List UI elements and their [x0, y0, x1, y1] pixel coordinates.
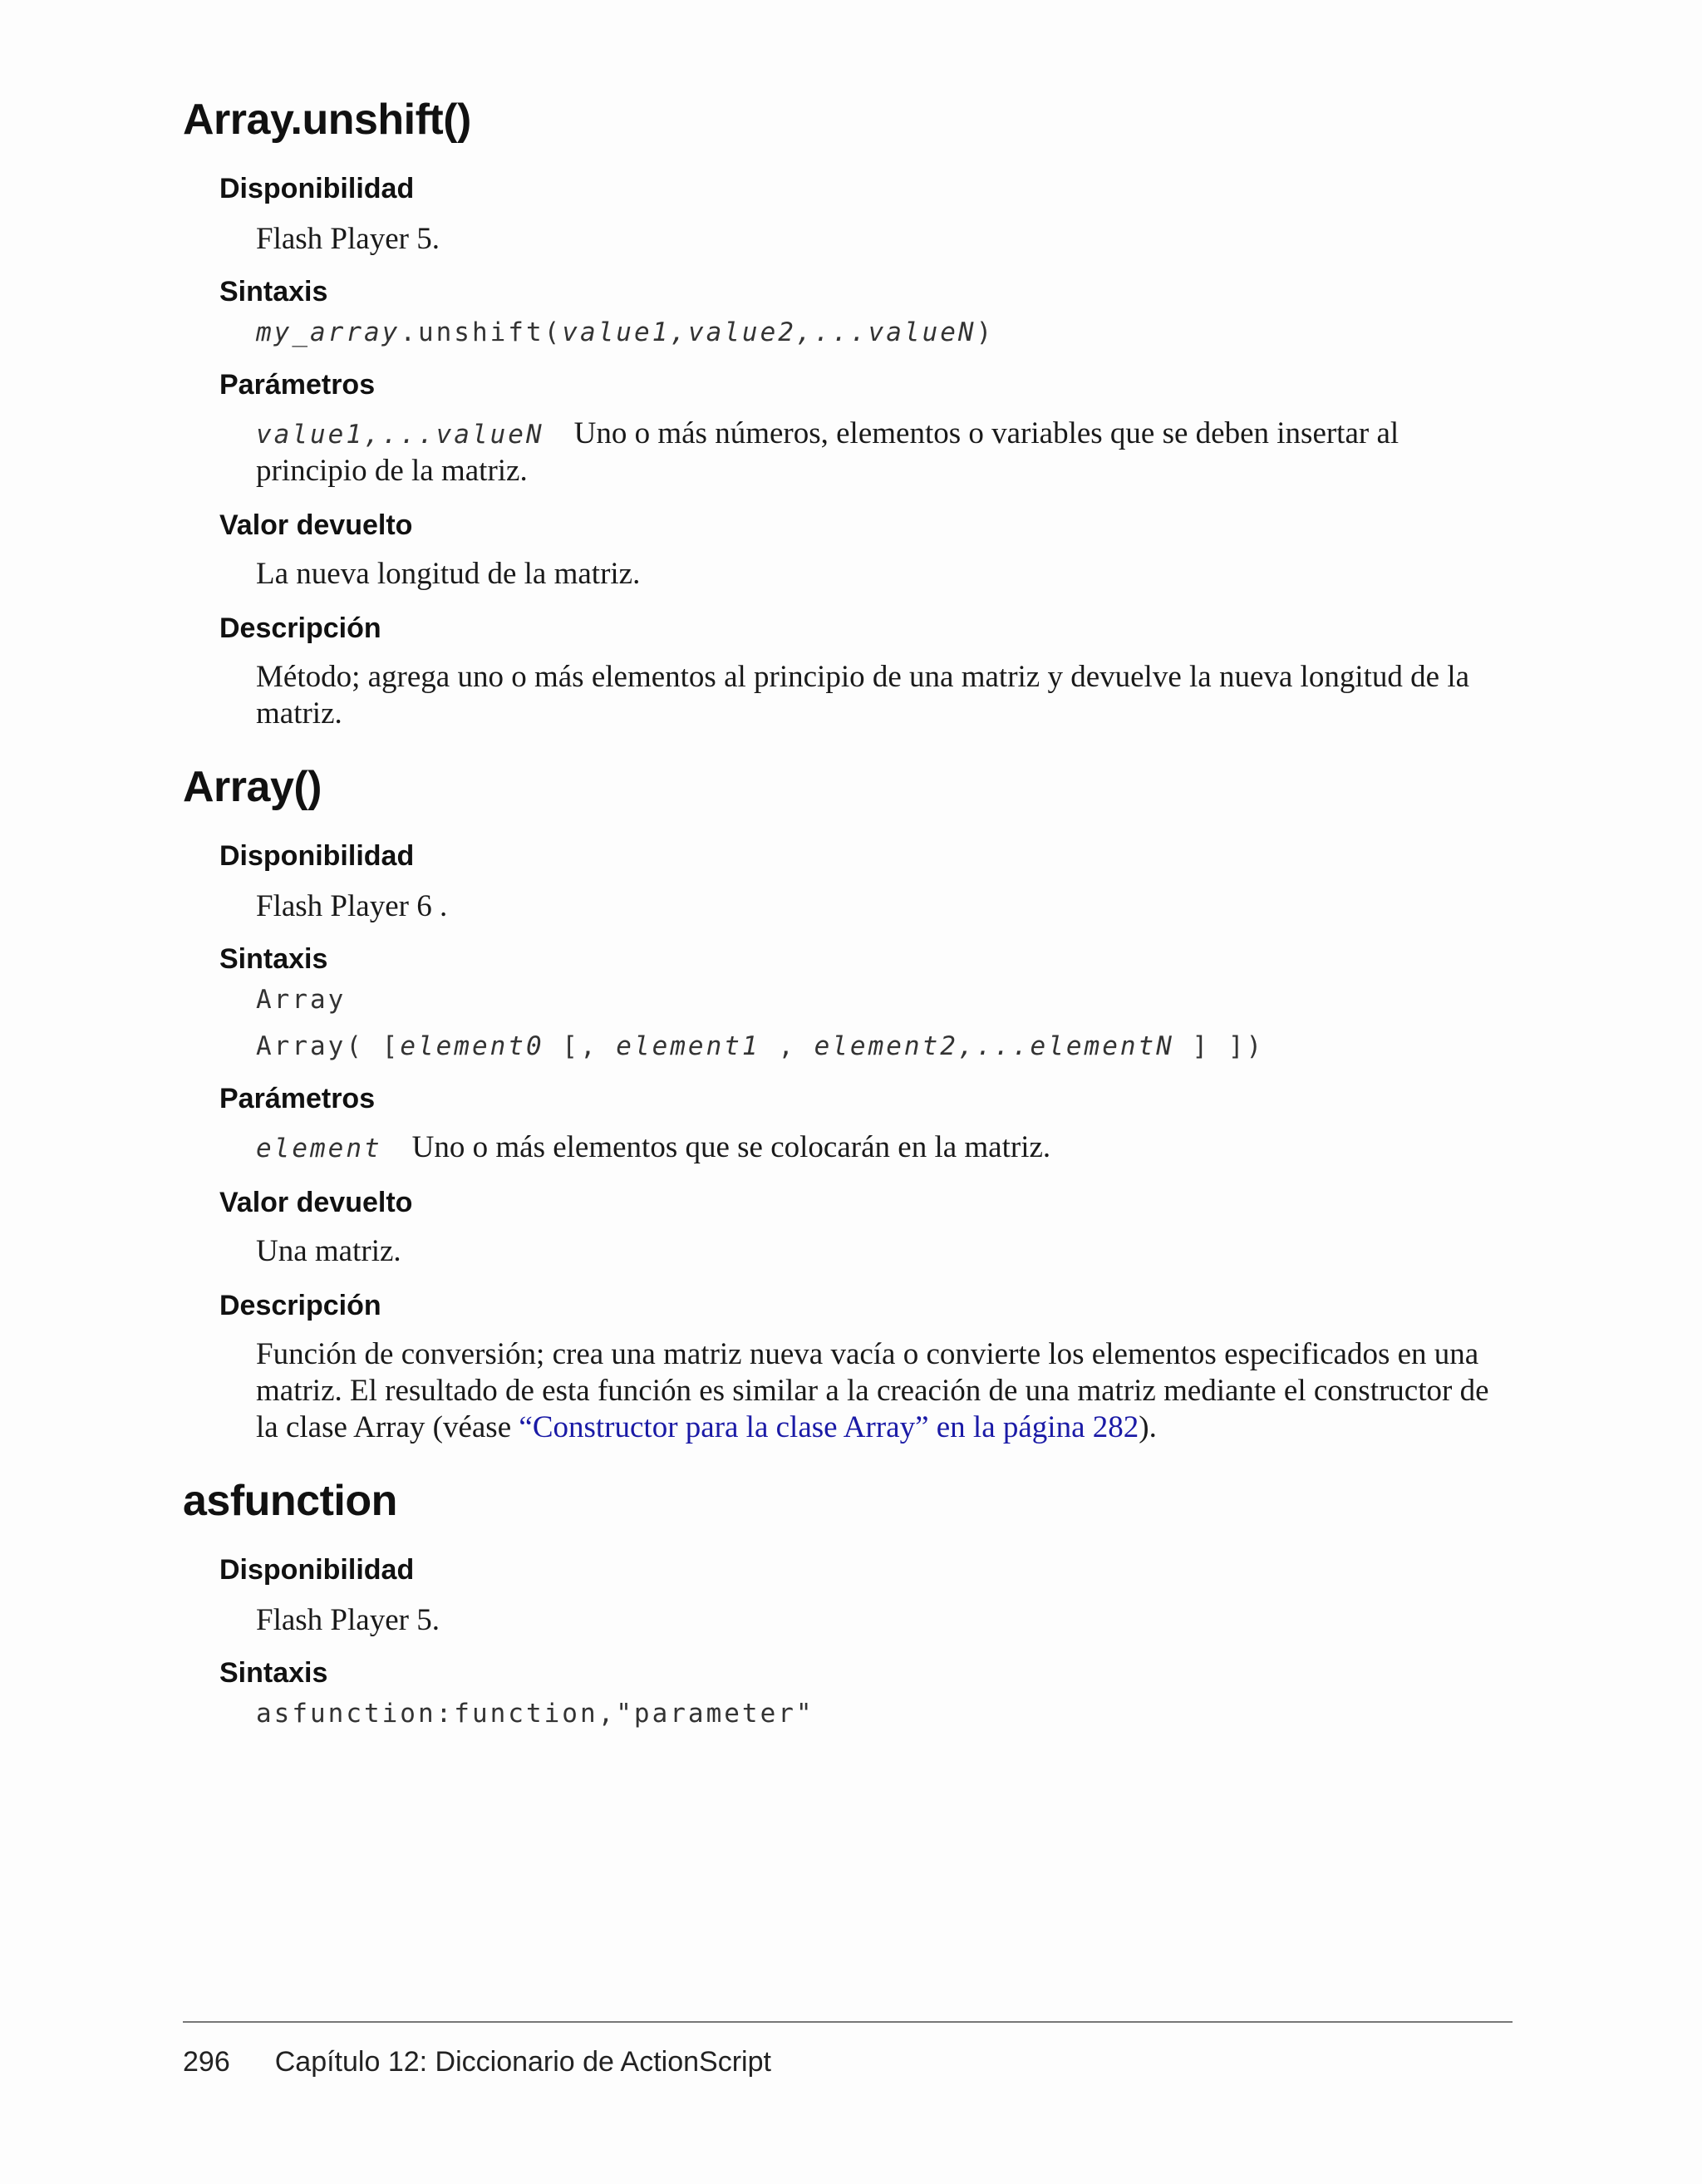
code-part: [, — [544, 1031, 617, 1061]
parameter-term: element — [256, 1134, 382, 1163]
availability-text: Flash Player 5. — [256, 222, 440, 256]
code-method: .unshift( — [400, 317, 563, 347]
heading-sintaxis: Sintaxis — [219, 1657, 328, 1689]
syntax-code — [256, 316, 1513, 349]
constructor-link[interactable]: “Constructor para la clase Array” en la página 282 — [519, 1410, 1139, 1444]
page-footer — [183, 2046, 771, 2078]
code-object: my_array — [256, 317, 401, 347]
code-param: element2,...elementN — [814, 1031, 1174, 1061]
parameter-description — [256, 416, 1511, 489]
code-param: element1 — [616, 1031, 760, 1061]
heading-valor-devuelto: Valor devuelto — [219, 1187, 413, 1218]
heading-descripcion: Descripción — [219, 1290, 381, 1321]
code-part: ] ]) — [1173, 1031, 1265, 1061]
page-number: 296 — [183, 2046, 230, 2078]
heading-descripcion: Descripción — [219, 612, 381, 644]
heading-parametros: Parámetros — [219, 1083, 376, 1114]
heading-parametros: Parámetros — [219, 369, 376, 401]
availability-text: Flash Player 6 . — [256, 889, 448, 923]
heading-disponibilidad: Disponibilidad — [219, 1554, 415, 1586]
return-value-text: La nueva longitud de la matriz. — [256, 557, 641, 591]
chapter-title: Capítulo 12: Diccionario de ActionScript — [274, 2046, 771, 2078]
return-value-text: Una matriz. — [256, 1234, 401, 1268]
heading-sintaxis: Sintaxis — [219, 943, 328, 975]
parameter-description — [256, 1129, 1511, 1167]
syntax-code-line-1: Array — [256, 985, 347, 1015]
footer-divider — [183, 2021, 1513, 2023]
heading-valor-devuelto: Valor devuelto — [219, 509, 413, 541]
description-tail: ). — [1139, 1410, 1157, 1444]
code-param: element0 — [400, 1031, 544, 1061]
parameter-text: Uno o más números, elementos o variables que se deben insertar al principio de la matriz. — [256, 416, 1399, 488]
page-content — [183, 98, 1513, 1730]
code-part: , — [760, 1031, 814, 1061]
code-close: ) — [976, 317, 995, 347]
section-title-array: Array() — [183, 763, 322, 811]
section-title-array-unshift: Array.unshift() — [183, 96, 471, 144]
description-text: Método; agrega uno o más elementos al principio de una matriz y devuelve la nueva longitud de la matriz. — [256, 660, 1470, 730]
heading-sintaxis: Sintaxis — [219, 276, 328, 307]
heading-disponibilidad: Disponibilidad — [219, 173, 415, 204]
code-part: Array( [ — [256, 1031, 401, 1061]
code-params: value1,value2,...valueN — [562, 317, 976, 347]
parameter-term: value1,...valueN — [256, 420, 544, 450]
parameter-text: Uno o más elementos que se colocarán en la matriz. — [411, 1130, 1051, 1164]
syntax-code-line-2 — [256, 1030, 1513, 1063]
description-body: Función de conversión; crea una matriz nueva vacía o convierte los elementos especificados en una matriz. El resultado de esta función es similar a la creación de una matriz mediante el constructor de la clase Array (véase — [256, 1337, 1489, 1444]
availability-text: Flash Player 5. — [256, 1603, 440, 1637]
section-title-asfunction: asfunction — [183, 1477, 397, 1525]
syntax-code: asfunction:function,"parameter" — [256, 1699, 814, 1729]
heading-disponibilidad: Disponibilidad — [219, 840, 415, 872]
description-text — [256, 1336, 1511, 1446]
